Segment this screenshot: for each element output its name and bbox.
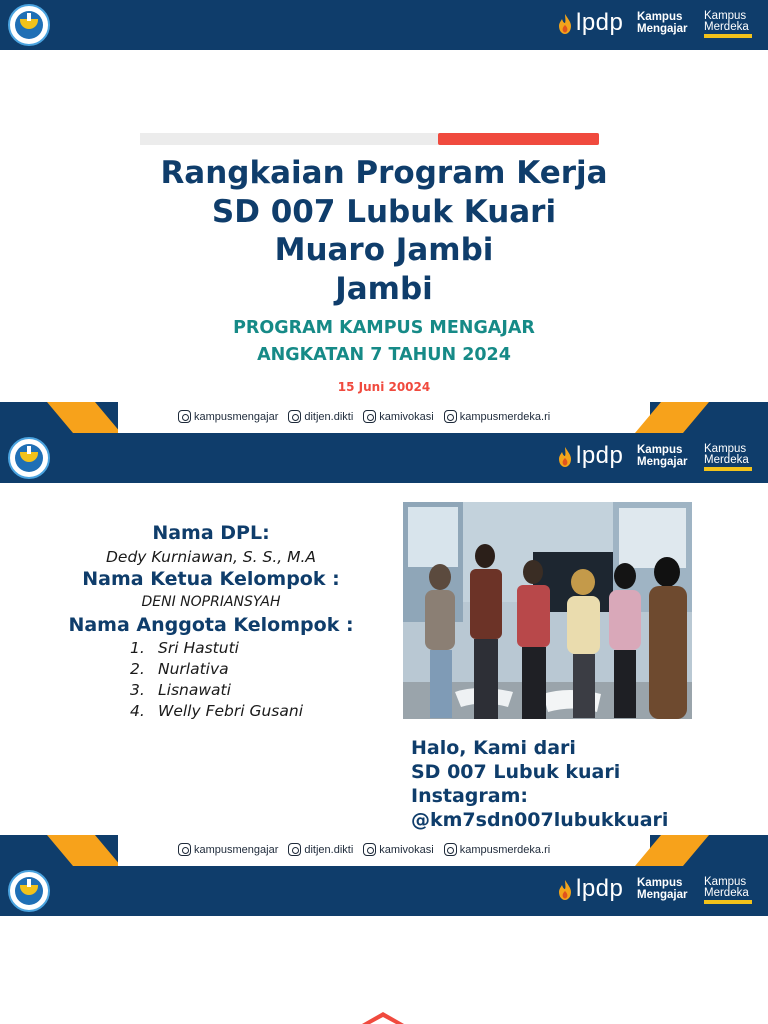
kampus-merdeka-line-2: Merdeka (704, 887, 749, 899)
ketua-label: Nama Ketua Kelompok : (82, 568, 340, 590)
slide-footer (0, 835, 768, 866)
team-photo-illustration (403, 502, 692, 719)
kampus-merdeka-logo (704, 11, 752, 38)
slide-title (0, 50, 768, 402)
social-ditjen-dikti[interactable]: ditjen.dikti (288, 843, 353, 856)
title-progress-bar (140, 133, 599, 145)
instagram-handle[interactable]: @km7sdn007lubukkuari (411, 809, 669, 831)
kampus-merdeka-line-1: Kampus (704, 10, 747, 22)
lpdp-logo-text: lpdp (576, 442, 624, 469)
slide-logo-mark-icon (362, 1012, 404, 1024)
list-item: 2. Nurlativa (130, 660, 229, 678)
dpl-name: Dedy Kurniawan, S. S., M.A (105, 548, 317, 566)
title-line: SD 007 Lubuk Kuari (211, 193, 557, 230)
kampus-merdeka-stripe (704, 34, 752, 38)
kampus-mengajar-line-2: Mengajar (637, 23, 688, 35)
title-progress-fill (438, 133, 599, 145)
instagram-icon (178, 410, 191, 423)
kampus-merdeka-logo (704, 877, 752, 904)
kemendikbud-logo-icon (8, 437, 50, 479)
social-kampusmengajar[interactable]: kampusmengajar (178, 843, 278, 856)
dpl-label: Nama DPL: (152, 522, 270, 544)
instagram-icon (288, 843, 301, 856)
list-item: 1. Sri Hastuti (130, 639, 239, 657)
lpdp-logo-text: lpdp (576, 9, 624, 36)
slide-header (0, 433, 768, 483)
slide-date: 15 Juni 20024 (337, 380, 431, 394)
slide-header (0, 866, 768, 916)
title-line: Muaro Jambi (274, 232, 494, 268)
greeting-line: SD 007 Lubuk kuari (411, 761, 621, 783)
greeting-text (411, 736, 668, 832)
slide-header (0, 0, 768, 50)
kampus-merdeka-line-1: Kampus (704, 876, 747, 888)
social-kampusmerdeka[interactable]: kampusmerdeka.ri (444, 410, 550, 423)
footer-social-links (178, 843, 550, 856)
lpdp-flame-icon (556, 879, 574, 901)
kemendikbud-logo-icon (8, 870, 50, 912)
kampus-mengajar-line-2: Mengajar (637, 456, 688, 468)
social-ditjen-dikti[interactable]: ditjen.dikti (288, 410, 353, 423)
kampus-mengajar-logo (637, 11, 688, 35)
kampus-mengajar-logo (637, 444, 688, 468)
social-kampusmengajar[interactable]: kampusmengajar (178, 410, 278, 423)
anggota-label: Nama Anggota Kelompok : (68, 614, 354, 636)
greeting-line: Halo, Kami dari (411, 737, 576, 759)
list-item: 3. Lisnawati (130, 681, 231, 699)
footer-orange-stripe-left (47, 402, 121, 433)
footer-social-links (178, 410, 550, 423)
kampus-merdeka-line-1: Kampus (704, 443, 747, 455)
kampus-merdeka-stripe (704, 467, 752, 471)
lpdp-logo-text: lpdp (576, 875, 624, 902)
kampus-merdeka-line-2: Merdeka (704, 454, 749, 466)
instagram-icon (363, 843, 376, 856)
list-item: 4. Welly Febri Gusani (130, 702, 304, 720)
kampus-mengajar-logo (637, 877, 688, 901)
social-kamivokasi[interactable]: kamivokasi (363, 410, 433, 423)
lpdp-flame-icon (556, 13, 574, 35)
kampus-merdeka-logo (704, 444, 752, 471)
program-subtitle (0, 315, 768, 369)
team-group-photo (403, 502, 692, 719)
kampus-mengajar-line-1: Kampus (637, 877, 683, 889)
kampus-merdeka-line-2: Merdeka (704, 21, 749, 33)
instagram-icon (288, 410, 301, 423)
slide-footer (0, 402, 768, 433)
social-kamivokasi[interactable]: kamivokasi (363, 843, 433, 856)
kampus-mengajar-line-1: Kampus (637, 444, 683, 456)
kampus-mengajar-line-1: Kampus (637, 11, 683, 23)
slide-team (0, 483, 768, 835)
instagram-icon (444, 410, 457, 423)
greeting-line: Instagram: (411, 785, 528, 807)
slide-next-partial (0, 916, 768, 1024)
instagram-icon (178, 843, 191, 856)
title-line: Jambi (335, 270, 433, 307)
ketua-name: DENI NOPRIANSYAH (141, 594, 281, 610)
kampus-merdeka-stripe (704, 900, 752, 904)
subtitle-line: PROGRAM KAMPUS MENGAJAR (233, 318, 535, 338)
title-line: Rangkaian Program Kerja (160, 155, 608, 191)
footer-orange-stripe-left (47, 835, 121, 866)
member-list (130, 638, 303, 722)
subtitle-line: ANGKATAN 7 TAHUN 2024 (257, 345, 511, 365)
kemendikbud-logo-icon (8, 4, 50, 46)
instagram-icon (444, 843, 457, 856)
page-title (0, 154, 768, 308)
kampus-mengajar-line-2: Mengajar (637, 889, 688, 901)
lpdp-flame-icon (556, 446, 574, 468)
instagram-icon (363, 410, 376, 423)
social-kampusmerdeka[interactable]: kampusmerdeka.ri (444, 843, 550, 856)
